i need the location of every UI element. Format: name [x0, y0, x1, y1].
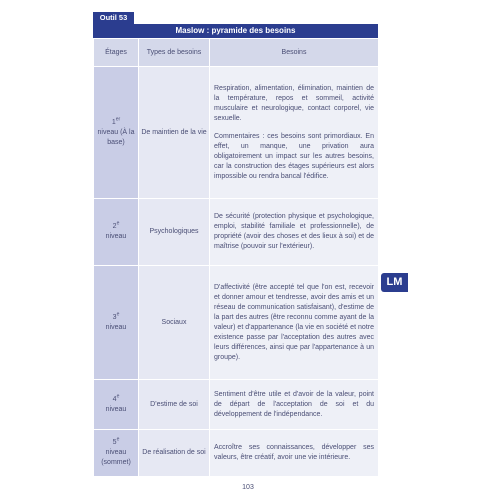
type-cell: De maintien de la vie [139, 67, 210, 199]
needs-cell [210, 380, 379, 430]
level-cell: 3e niveau [94, 266, 139, 380]
table-title: Maslow : pyramide des besoins [93, 24, 378, 38]
table-row [94, 430, 379, 477]
table-row [94, 266, 379, 380]
level-cell: 2e niveau [94, 199, 139, 266]
header-type: Types de besoins [139, 39, 210, 67]
needs-cell [210, 266, 379, 380]
needs-paragraph: Sentiment d'être utile et d'avoir de la valeur, point de départ de l'acceptation de soi et du développement de l'indépendance. [214, 390, 374, 418]
header-level: Étages [94, 39, 139, 67]
needs-paragraph: D'affectivité (être accepté tel que l'on est, recevoir et donner amour et tendresse, avoir des amis et un réseau de communication satisfaisant), d'estime de la part des autres (être reconnu comme ayant de la valeur) et d'appartenance (la vie en société et notre existence passe par l'acceptation des autres avec leurs différences, ainsi que par l'appartenance à un groupe). [214, 283, 374, 361]
type-cell: Sociaux [139, 266, 210, 380]
needs-paragraph: Accroître ses connaissances, développer ses valeurs, être créatif, avoir une vie intérieure. [214, 444, 374, 461]
level-cell: 4e niveau [94, 380, 139, 430]
level-cell: 1er niveau (À la base) [94, 67, 139, 199]
needs-table [93, 38, 379, 477]
table-row [94, 199, 379, 266]
table-row [94, 67, 379, 199]
needs-cell [210, 199, 379, 266]
needs-cell [210, 430, 379, 477]
page-number: 103 [242, 484, 254, 491]
needs-paragraph: Commentaires : ces besoins sont primordiaux. En effet, un manque, une privation aura obligatoirement un impact sur les autres besoins, car la construction des étages supérieurs est alors impossible ou rendra bancal l'édifice. [214, 132, 374, 180]
outil-label: Outil 53 [93, 12, 134, 24]
needs-paragraph: De sécurité (protection physique et psychologique, emploi, stabilité familiale et professionnelle), de propriété (avoir des choses et des lieux à soi) et de maîtrise (pouvoir sur l'extérieur). [214, 213, 374, 250]
side-tab-lm[interactable]: LM [381, 273, 408, 292]
type-cell: De réalisation de soi [139, 430, 210, 477]
level-cell: 5e niveau (sommet) [94, 430, 139, 477]
table-row [94, 380, 379, 430]
needs-cell [210, 67, 379, 199]
needs-paragraph: Respiration, alimentation, élimination, maintien de la température, repos et sommeil, activité musculaire et neurologique, contact corporel, vie sexuelle. [214, 84, 374, 122]
header-needs: Besoins [210, 39, 379, 67]
type-cell: D'estime de soi [139, 380, 210, 430]
table-header-row [94, 39, 379, 67]
type-cell: Psychologiques [139, 199, 210, 266]
